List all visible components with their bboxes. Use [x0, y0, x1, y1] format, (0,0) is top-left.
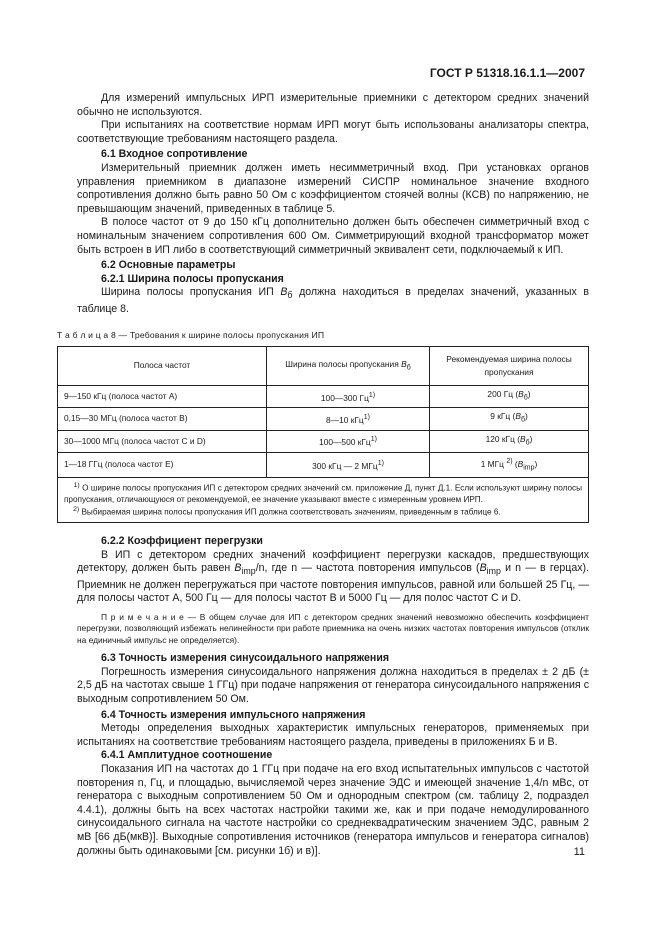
footnote-2: $^{2)}$ Выбираемая ширина полосы пропускания ИП должна соответствовать значениям, приведенным в таблице 6.: [73, 506, 501, 518]
page-number: 11: [573, 846, 585, 858]
section-6-2-1-paragraph: Ширина полосы пропускания ИП $B_б$ должна находиться в пределах значений, указанных в таблице 8.: [77, 286, 589, 316]
band-cell: 9—150 кГц (полоса частот А): [58, 386, 267, 408]
section-6-3-title: 6.3 Точность измерения синусоидального напряжения: [101, 652, 390, 665]
section-6-2-title: 6.2 Основные параметры: [101, 259, 236, 272]
section-6-4-paragraph: Методы определения выходных характеристик импульсных генераторов, применяемых при испытаниях на соответствие требованиям настоящего раздела, приведены в приложениях Б и В.: [77, 722, 589, 748]
recommended-cell: 9 кГц $(B_б)$: [430, 408, 589, 430]
section-6-2-1-title: 6.2.1 Ширина полосы пропускания: [101, 272, 284, 285]
section-6-1-paragraph-2: В полосе частот от 9 до 150 кГц дополнительно должен быть обеспечен симметричный вход с номинальным значением сопротивления 600 Ом. Симметрирующий входной трансформатор может быть встроен в ИП либо в соответствующий симметричный эквивалент сети, подключаемый к ИП.: [77, 216, 589, 256]
section-6-2-2-note: П р и м е ч а н и е — В общем случае для ИП с детектором средних значений невозможно обеспечить коэффициент перегрузки, позволяющий избежать нелинейности при работе приемника на очень низких частотах повторения импульсов (отклик на единичный импульс не определяется).: [77, 612, 589, 645]
page-content: [57, 92, 590, 858]
header-recommended-bandwidth: Рекомендуемая ширина полосы пропускания: [430, 347, 589, 386]
table-row: [58, 453, 589, 478]
section-6-3-paragraph: Погрешность измерения синусоидального напряжения должна находиться в пределах ± 2 дБ (± 2,5 дБ на частотах свыше 1 ГГц) при подаче напряжения от генератора синусоидального напряжения с выходным сопротивлением 50 Ом.: [77, 665, 589, 705]
section-6-1-paragraph-1: Измерительный приемник должен иметь несимметричный вход. При установках органов управления приемником в диапазоне измерений СИСПР номинальное значение входного сопротивления должно быть равно 50 Ом с коэффициентом стоячей волны (КСВ) по напряжению, не превышающим значений, приведенных в таблице 5.: [77, 161, 589, 215]
section-6-1-title: 6.1 Входное сопротивление: [101, 148, 248, 161]
recommended-cell: 120 кГц $(B_б)$: [430, 430, 589, 452]
standard-header: ГОСТ Р 51318.16.1.1—2007: [429, 66, 585, 80]
band-cell: 0,15—30 МГц (полоса частот В): [58, 408, 267, 430]
section-6-4-1-paragraph: Показания ИП на частотах до 1 ГГц при подаче на его вход испытательных импульсов с частотой повторения n, Гц, и площадью, вычисляемой через значение ЭДС и имеющей значение 1,4/n мВс, от генератора с выходным сопротивлением 50 Ом и однородным спектром (см. таблицу 2, подраздел 4.4.1), должны быть на всех частотах настройки такими же, как и при подаче немодулированного синусоидального сигнала на частоте настройки со среднеквадратическим значением ЭДС, равным 2 мВ [66 дБ(мкВ)]. Выходные сопротивления источников (генератора импульсов и генератора сигналов) должны быть одинаковыми [см. рисунки 1б) и в)].: [77, 762, 589, 857]
intro-paragraph-1: Для измерений импульсных ИРП измерительные приемники с детектором средних значений обычно не используются.: [77, 92, 589, 118]
recommended-cell: 200 Гц $(B_б)$: [430, 386, 589, 408]
table-footnotes: [58, 478, 589, 523]
intro-paragraph-2: При испытаниях на соответствие нормам ИРП могут быть использованы анализаторы спектра, соответствующие требованиям настоящего раздела.: [77, 119, 589, 145]
bandwidth-cell: 300 кГц — 2 МГц$^{1)}$: [267, 453, 430, 478]
section-6-2-2-title: 6.2.2 Коэффициент перегрузки: [101, 534, 263, 547]
bandwidth-cell: 8—10 кГц$^{1)}$: [267, 408, 430, 430]
table-row: [58, 430, 589, 452]
section-6-2-2-paragraph: В ИП с детектором средних значений коэффициент перегрузки каскадов, предшествующих детектору, должен быть равен $B_{imp}/n$, где n — частота повторения импульсов ($B_{imp}$ и n — в герцах). Приемник не должен перегружаться при частоте повторения импульсов, равной или большей 25 Гц, — для полосы частот А, 500 Гц — для полосы частот В и 5000 Гц — для полос частот С и D.: [77, 548, 590, 605]
footnote-1: $^{1)}$ О ширине полосы пропускания ИП с детектором средних значений см. приложение Д, пункт Д.1. Если используют ширину полосы пропускания, отличающуюся от рекомендуемой, ее значение указывают вместе с измеренным уровнем ИРП.: [64, 482, 582, 504]
table-row: [58, 386, 589, 408]
header-frequency-band: Полоса частот: [58, 347, 267, 386]
table-header-row: [58, 347, 589, 386]
recommended-cell: 1 МГц $^{2)}$ $(B_{imp})$: [430, 453, 589, 478]
band-cell: 30—1000 МГц (полоса частот С и D): [58, 430, 267, 452]
table-footnotes-row: [58, 478, 589, 523]
table-8: [57, 346, 589, 523]
bandwidth-cell: 100—300 $Гц^{1)}$: [267, 386, 430, 408]
header-bandwidth: Ширина полосы пропускания $B_б$: [267, 347, 430, 386]
table-row: [58, 408, 589, 430]
band-cell: 1—18 ГГц (полоса частот Е): [58, 453, 267, 478]
bandwidth-cell: 100—500 кГц$^{1)}$: [267, 430, 430, 452]
section-6-4-1-title: 6.4.1 Амплитудное соотношение: [101, 749, 273, 762]
table-8-caption: Т а б л и ц а 8 — Требования к ширине полосы пропускания ИП: [57, 329, 325, 340]
section-6-4-title: 6.4 Точность измерения импульсного напряжения: [101, 708, 366, 721]
